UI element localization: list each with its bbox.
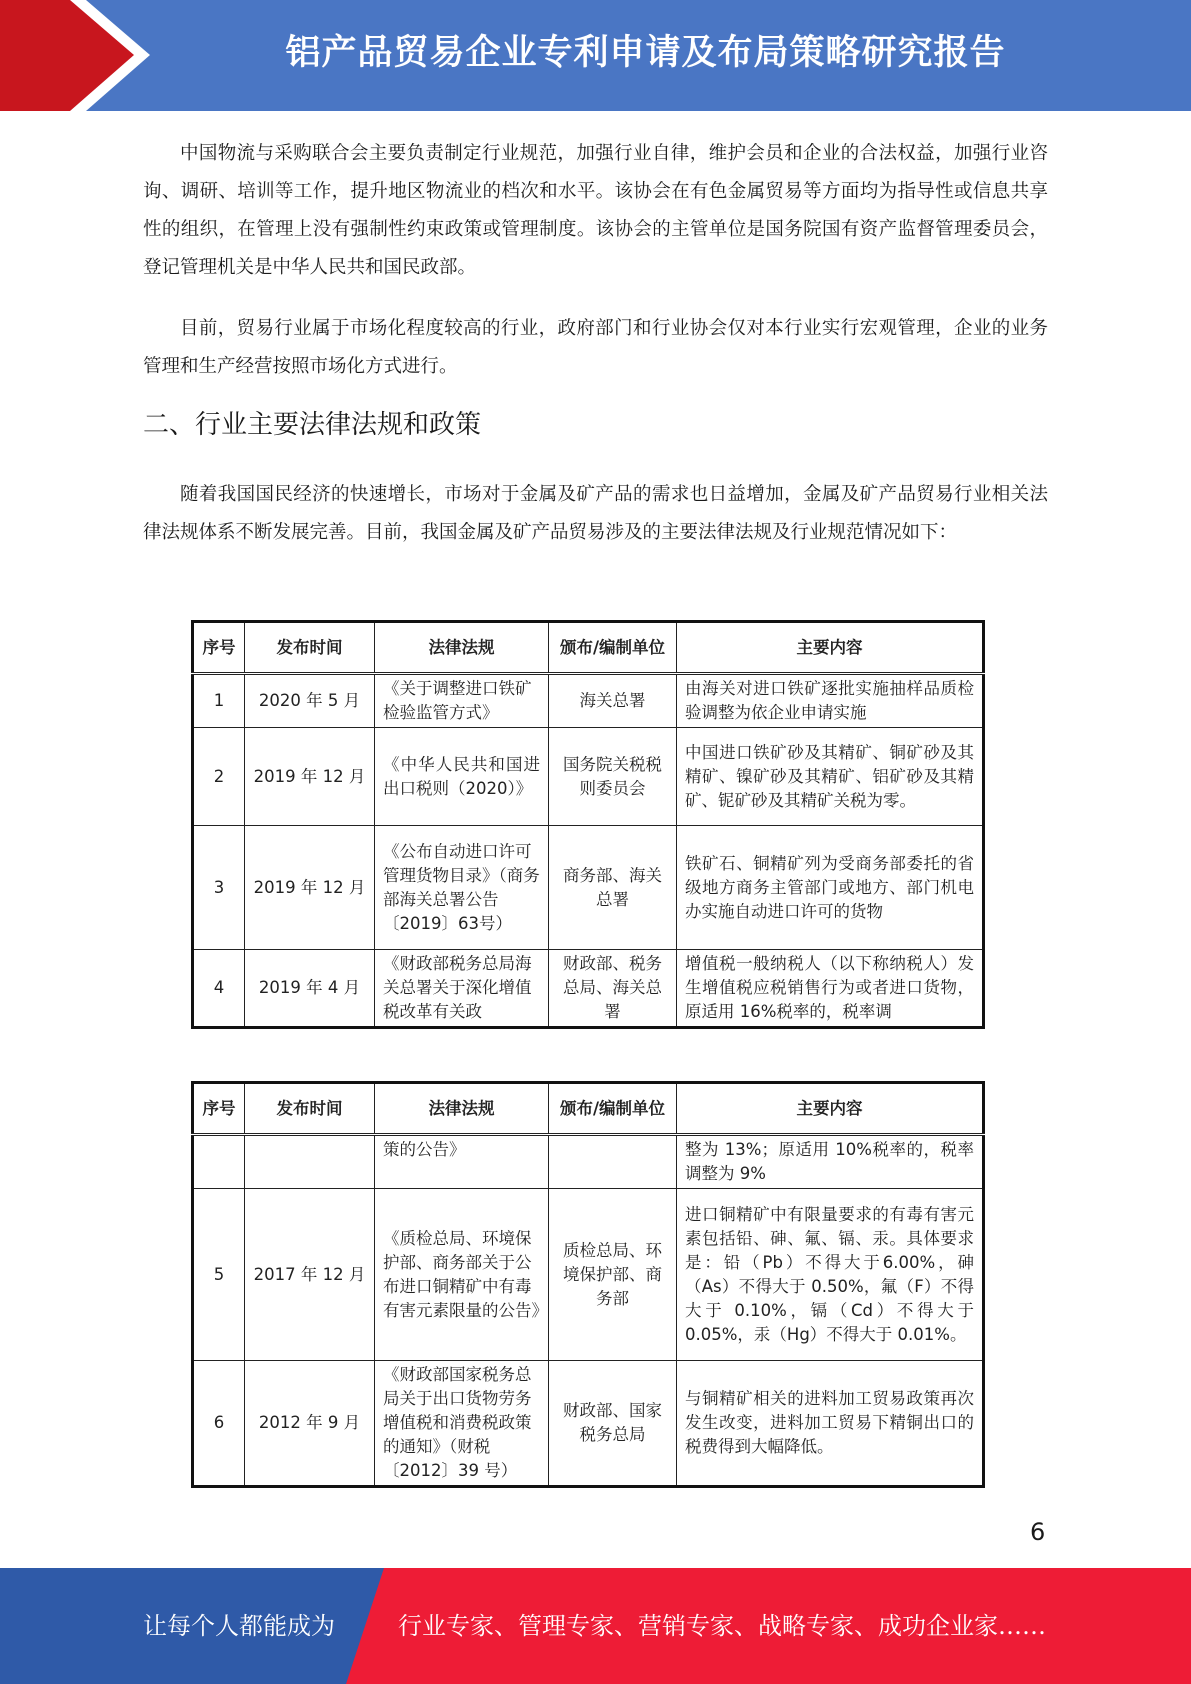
cell-date: 2019 年 12 月 bbox=[245, 728, 375, 826]
cell-date: 2019 年 12 月 bbox=[245, 826, 375, 950]
cell-date: 2017 年 12 月 bbox=[245, 1189, 375, 1361]
report-header bbox=[0, 0, 1191, 111]
cell-date: 2020 年 5 月 bbox=[245, 674, 375, 728]
cell-issuer: 国务院关税税则委员会 bbox=[549, 728, 677, 826]
header-content: 主要内容 bbox=[677, 622, 984, 674]
header-date: 发布时间 bbox=[245, 622, 375, 674]
cell-no: 2 bbox=[193, 728, 245, 826]
header-date: 发布时间 bbox=[245, 1083, 375, 1135]
cell-law: 《公布自动进口许可管理货物目录》（商务部海关总署公告〔2019〕63号） bbox=[375, 826, 549, 950]
cell-issuer bbox=[549, 1135, 677, 1189]
page-number: 6 bbox=[1030, 1518, 1046, 1546]
cell-issuer: 商务部、海关总署 bbox=[549, 826, 677, 950]
cell-content: 整为 13%；原适用 10%税率的，税率调整为 9% bbox=[677, 1135, 984, 1189]
cell-date bbox=[245, 1135, 375, 1189]
header-arrow-icon bbox=[0, 0, 134, 111]
regulations-table-1 bbox=[191, 620, 985, 1029]
cell-issuer: 财政部、税务总局、海关总署 bbox=[549, 950, 677, 1028]
table-header-row bbox=[193, 1083, 984, 1135]
cell-law: 《财政部国家税务总局关于出口货物劳务增值税和消费税政策的通知》（财税〔2012〕39 号） bbox=[375, 1361, 549, 1487]
cell-content: 与铜精矿相关的进料加工贸易政策再次发生改变，进料加工贸易下精铜出口的税费得到大幅降低。 bbox=[677, 1361, 984, 1487]
cell-no: 1 bbox=[193, 674, 245, 728]
cell-date: 2012 年 9 月 bbox=[245, 1361, 375, 1487]
cell-no: 3 bbox=[193, 826, 245, 950]
table-row bbox=[193, 674, 984, 728]
cell-content: 中国进口铁矿砂及其精矿、铜矿砂及其精矿、镍矿砂及其精矿、铝矿砂及其精矿、铌矿砂及其精矿关税为零。 bbox=[677, 728, 984, 826]
header-law: 法律法规 bbox=[375, 1083, 549, 1135]
table-row bbox=[193, 1189, 984, 1361]
cell-content: 增值税一般纳税人（以下称纳税人）发生增值税应税销售行为或者进口货物，原适用 16%税率的，税率调 bbox=[677, 950, 984, 1028]
table-row bbox=[193, 826, 984, 950]
cell-law: 《关于调整进口铁矿检验监管方式》 bbox=[375, 674, 549, 728]
section-heading: 二、行业主要法律法规和政策 bbox=[143, 410, 482, 440]
cell-law: 策的公告》 bbox=[375, 1135, 549, 1189]
table-row bbox=[193, 950, 984, 1028]
report-title: 铝产品贸易企业专利申请及布局策略研究报告 bbox=[285, 33, 1006, 73]
table-row bbox=[193, 1135, 984, 1189]
cell-law: 《财政部税务总局海关总署关于深化增值税改革有关政 bbox=[375, 950, 549, 1028]
cell-no: 6 bbox=[193, 1361, 245, 1487]
header-issuer: 颁布/编制单位 bbox=[549, 622, 677, 674]
header-content: 主要内容 bbox=[677, 1083, 984, 1135]
cell-content: 由海关对进口铁矿逐批实施抽样品质检验调整为依企业申请实施 bbox=[677, 674, 984, 728]
header-law: 法律法规 bbox=[375, 622, 549, 674]
cell-law: 《质检总局、环境保护部、商务部关于公布进口铜精矿中有毒有害元素限量的公告》 bbox=[375, 1189, 549, 1361]
cell-issuer: 海关总署 bbox=[549, 674, 677, 728]
header-issuer: 颁布/编制单位 bbox=[549, 1083, 677, 1135]
cell-law: 《中华人民共和国进出口税则（2020）》 bbox=[375, 728, 549, 826]
footer-banner bbox=[0, 1568, 1191, 1684]
table-row bbox=[193, 728, 984, 826]
cell-issuer: 财政部、国家税务总局 bbox=[549, 1361, 677, 1487]
regulations-table-2 bbox=[191, 1081, 985, 1488]
cell-no bbox=[193, 1135, 245, 1189]
header-no: 序号 bbox=[193, 622, 245, 674]
footer-slogan-left: 让每个人都能成为 bbox=[143, 1612, 335, 1640]
cell-no: 5 bbox=[193, 1189, 245, 1361]
cell-no: 4 bbox=[193, 950, 245, 1028]
paragraph-association: 中国物流与采购联合会主要负责制定行业规范，加强行业自律，维护会员和企业的合法权益，加强行业咨询、调研、培训等工作，提升地区物流业的档次和水平。该协会在有色金属贸易等方面均为指导性或信息共享性的组织，在管理上没有强制性约束政策或管理制度。该协会的主管单位是国务院国有资产监督管理委员会，登记管理机关是中华人民共和国民政部。 bbox=[143, 143, 1048, 278]
header-no: 序号 bbox=[193, 1083, 245, 1135]
cell-issuer: 质检总局、环境保护部、商务部 bbox=[549, 1189, 677, 1361]
cell-content: 铁矿石、铜精矿列为受商务部委托的省级地方商务主管部门或地方、部门机电办实施自动进口许可的货物 bbox=[677, 826, 984, 950]
table-header-row bbox=[193, 622, 984, 674]
paragraph-regulations-intro: 随着我国国民经济的快速增长，市场对于金属及矿产品的需求也日益增加，金属及矿产品贸易行业相关法律法规体系不断发展完善。目前，我国金属及矿产品贸易涉及的主要法律法规及行业规范情况如下： bbox=[143, 484, 1048, 543]
cell-date: 2019 年 4 月 bbox=[245, 950, 375, 1028]
cell-content: 进口铜精矿中有限量要求的有毒有害元素包括铅、砷、氟、镉、汞。具体要求是：铅（Pb）不得大于6.00%，砷（As）不得大于 0.50%，氟（F）不得大于 0.10%，镉（Cd）不得大于 0.05%，汞（Hg）不得大于 0.01%。 bbox=[677, 1189, 984, 1361]
footer-slogan-right: 行业专家、管理专家、营销专家、战略专家、成功企业家…… bbox=[398, 1612, 1046, 1640]
table-row bbox=[193, 1361, 984, 1487]
paragraph-market: 目前，贸易行业属于市场化程度较高的行业，政府部门和行业协会仅对本行业实行宏观管理，企业的业务管理和生产经营按照市场化方式进行。 bbox=[143, 318, 1048, 377]
